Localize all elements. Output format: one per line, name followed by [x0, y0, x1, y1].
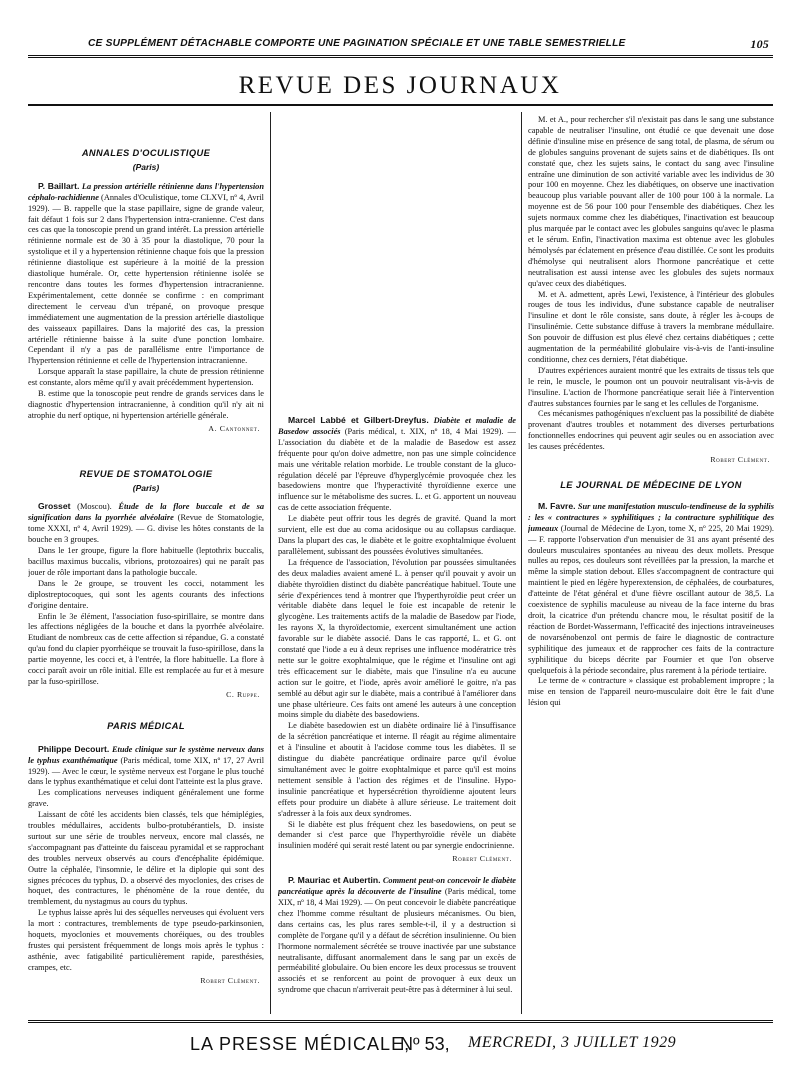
article-paragraph: [528, 501, 774, 677]
article-author: Philippe Decourt.: [38, 743, 110, 754]
column-separator-1: [270, 112, 271, 1014]
column-2: [278, 115, 516, 1018]
article-author: M. Favre.: [538, 500, 576, 511]
column-3: [528, 115, 774, 1018]
article-text: (Paris médical, t. XIX, nº 18, 4 Mai 1929). — L'association du diabète et de la maladie de Basedow est assez fréquente pour qu'on doive admettre, non pas une simple coïncidence mais une véritable relation morbide. Le trouble constant de la gluco-régulation décelé par l'épreuve d'hyperglycémie provoquée chez les basedowiens montre que l'hyperactivité thyroïdienne exerce une influence sur le métabolisme des sucres. L. et G. apportent un nouveau cas de cette association fréquente.: [278, 426, 516, 513]
signature: Robert Clément.: [710, 455, 770, 465]
section-heading: PARIS MÉDICAL: [107, 720, 185, 731]
top-rule-double: [28, 57, 773, 58]
article-paragraph: Enfin le 3e élément, l'association fuso-spirillaire, se montre dans les affections négligées de la bouche et dans la pyorrhée alvéolaire. Etudiant de nombreux cas de cette affection si répandue, G. a constaté qu'au fond du clapier pyorrhéique se trouvait la fuso-spirillose, dans la partie moyenne, les cocci et, à l'entrée, la flore habituelle. La flore à cocci paraît avoir un rôle initial. Elle est remplacée au fur et à mesure par la fuso-spirillose.: [28, 611, 264, 686]
section-heading: LE JOURNAL DE MÉDECINE DE LYON: [560, 480, 742, 490]
section-city: (Paris): [132, 482, 160, 493]
article-paragraph: Si le diabète est plus fréquent chez les basedowiens, on peut se demander si c'est parce que l'hyperthyroïdie révèle un diabète insulinien modéré qui serait resté latent ou par synergie endocrinienne.: [278, 819, 516, 851]
article-paragraph: D'autres expériences auraient montré que les extraits de tissus tels que le rein, le muscle, le poumon ont un pouvoir neutralisant vis-à-vis de l'insuline. L'action de l'hormone pancréatique serait liée à l'intervention d'autres substances fournies par le sang et les cellules de l'organisme.: [528, 365, 774, 408]
page-number: 105: [750, 37, 769, 51]
bottom-rule: [28, 1020, 773, 1021]
article-paragraph: [28, 744, 264, 789]
running-head: [28, 38, 773, 52]
article-author: Marcel Labbé et Gilbert-Dreyfus.: [288, 415, 429, 425]
column-1: [28, 108, 264, 1026]
article-paragraph: Les complications nerveuses indiquent généralement une forme grave.: [28, 788, 264, 809]
article-paragraph: [278, 875, 516, 996]
signature: A. Cantonnet.: [208, 423, 260, 433]
column-separator-2: [521, 112, 522, 1014]
article-paragraph: [28, 181, 264, 367]
section-city: (Paris): [132, 161, 160, 172]
article-paragraph: La fréquence de l'association, l'évolution par poussées simultanées des deux maladies avaient amené L. à penser qu'il pouvait y avoir un diabète thyroïdien distinct du diabète pancréatique habituel. Toute une série d'expériences tend à montrer que l'hyperthyroïdie peut créer un véritable diabète dans lequel le foie est incapable de retenir le glycogène. Les traitements actifs de la maladie de Basedow par l'iode, les rayons X, la thyroïdectomie, exercent simultanément une action favorable sur le diabète associé. Dans le cas rapporté, L. et G. ont constaté que l'iode a eu à deux reprises une influence modératrice très nette sur le goitre exophtalmique, que le régime et l'insuline ont agi très efficacement sur le diabète, mais que l'insuline n'a eu aucune action sur le goitre, et l'iode, après avoir amélioré le goitre, n'a pas semblé au début agir sur le diabète, mais a contribué à l'améliorer dans une phase ultérieure. Ces faits ont amené les auteurs à une conception moins simple du diabète des basedowiens.: [278, 557, 516, 720]
title-rule: [28, 104, 773, 106]
article-text: (Revue de Stomatologie, tome XXXI, nº 4, Avril 1929). — G. divise les hôtes constants de la bouche en 3 groupes.: [28, 513, 264, 545]
article-title: Étude de la flore buccale et de sa signification dans la pyorrhée alvéolaire: [28, 502, 264, 523]
article-title: Sur une manifestation musculo-tendineuse de la syphilis : les « contractures » syphilitiques ; la contracture syphilitique des jumeaux: [528, 501, 774, 533]
article-paragraph: M. et A. admettent, après Lewi, l'existence, à l'intérieur des globules rouges de tous les individus, d'une substance capable de neutraliser l'insuline et dont le rôle consiste, sans doute, à régler les à-coups de l'insulinémie. Cette substance diffuse à travers la membrane médullaire. Son pouvoir de diffusion est plus élevé chez certains diabétiques ; cette augmentation de la perméabilité globulaire vis-à-vis de l'anti-insuline conditionne, chez ces derniers, l'état diabétique.: [528, 289, 774, 364]
article-title: Etude clinique sur le système nerveux dans le typhus exanthématique: [28, 744, 264, 765]
article-paragraph: Le diabète peut offrir tous les degrés de gravité. Quand la mort survient, elle est due au coma acidosique ou au collapsus cardiaque. Dans la plupart des cas, le diabète et le goitre exophtalmique évoluent parallèlement, subissant des poussées évolutives simultanées.: [278, 514, 516, 556]
article-paragraph: Ces mécanismes pathogéniques n'excluent pas la possibilité de diabète provenant d'autres troubles et notamment des diverses perturbations fonctionnelles endocrines qui peuvent agir seules ou en association avec les causes précédentes.: [528, 409, 774, 452]
article-paragraph: [278, 415, 516, 514]
article-paragraph: B. estime que la tonoscopie peut rendre de grands services dans le diagnostic d'hypertension intracranienne, à condition qu'il n'y ait ni atrophie du nerf optique, ni hypertension artérielle générale.: [28, 389, 264, 420]
article-title: Comment peut-on concevoir le diabète pancréatique après la découverte de l'insuline: [278, 876, 516, 897]
article-author: Grosset: [38, 501, 71, 512]
footer-date: MERCREDI, 3 JUILLET 1929: [468, 1034, 677, 1051]
footer: [28, 1034, 773, 1056]
signature: Robert Clément.: [200, 975, 260, 985]
article-paragraph: M. et A., pour rechercher s'il n'existait pas dans le sang une substance capable de neutraliser l'insuline, ont étudié ce que devenait une dose définie d'insuline mise en présence de sang total, de plasma, de sérum ou de globules sanguins provenant de sujets sains et de diabétiques. Ils ont constaté que, chez les sujets sains, le contact du sang avec l'insuline entraîne une diminution de son activité variable avec les individus de 30 pour 100 en moyenne. Chez les diabétiques, on observe une inactivation beaucoup plus variable pouvant aller de 100 pour 100 à la normale. La moyenne est de 56 pour 100 pour l'ensemble des diabétiques. Chez les sujets normaux comme chez les diabétiques, l'inactivation est beaucoup plus marquée par le contact avec les globules sanguins qu'avec le plasma et le sérum. Enfin, l'inactivation maxima est obtenue avec les globules hémolysés par éclatement en présence d'eau distillée. Ce sont les produits d'hémolyse qui neutralisent alors l'hormone pancréatique et cette neutralisation est aussi intense avec les globules des sujets normaux qu'avec ceux des diabétiques.: [528, 115, 774, 288]
article-paragraph: Dans le 2e groupe, se trouvent les cocci, notamment les diplostreptocoques, qui sont les agents courants des infections d'origine dentaire.: [28, 578, 264, 610]
article-paragraph: [28, 501, 264, 546]
article-title: La pression artérielle rétinienne dans l'hypertension céphalo-rachidienne: [28, 181, 264, 202]
article-author: P. Baillart.: [38, 180, 80, 191]
article-text: (Paris médical, tome XIX, nº 18, 4 Mai 1929). — On peut concevoir le diabète pancréatique chez l'homme comme résultant de plusieurs mécanismes. Ou bien, dans certains cas, les plus rares semble-t-il, il y a destruction si complète de l'organe qu'il y a défaut de sécrétion insulinienne. Ou bien l'hormone normalement sécrétée se trouve inactivée par une substance neutralisante, diffusant anormalement dans le sang par un excès de perméabilité globulaire. Ou bien encore les deux processus se trouvent associés et se renforcent au point de provoquer à eux deux un syndrome que chacun n'arriverait peut-être pas à déterminer à lui seul.: [278, 887, 516, 995]
article-paragraph: Lorsque apparaît la stase papillaire, la chute de pression rétinienne est constante, alors même qu'il y avait précédemment hypertension.: [28, 367, 264, 388]
signature: Robert Clément.: [452, 854, 512, 864]
footer-issue: Nº 53,: [400, 1034, 450, 1054]
article-paragraph: Le typhus laisse après lui des séquelles nerveuses qui évoluent vers la mort : contractures, tremblements de type pseudo-parkinsonien, hoquets, myoclonies et mouvements choréiques, ou des troubles frustes qui persistent fréquemment de longs mois après le typhus : asthénie, avec fatigabilité particulièrement rapide, paresthésies, crampes, etc.: [28, 908, 264, 972]
page-title: REVUE DES JOURNAUX: [238, 72, 562, 99]
article-text: (Journal de Médecine de Lyon, tome X, nº 225, 20 Mai 1929). — F. rapporte l'observation d'un menuisier de 31 ans ayant présenté des douleurs musculaires spontanées au niveau des deux mollets. Presque nulles au repos, ces douleurs sont réveillées par la pression, la marche et même la simple station debout. Elles s'accompagnent de contracture qui maintient le pied en légère hyperextension, de céphalées, de courbatures, d'atteinte de l'état général et d'une fièvre oscillant autour de 38,5. La coexistence de syphilis maculeuse au niveau de la face interne du bras droit, la cicatrice d'un prétendu chancre mou, le résultat positif de la réaction de Bordet-Wassermann, l'efficacité des injections intraveineuses de novarsénobenzol ont permis de faire le diagnostic de contracture syphilitique des jumeaux et de rapprocher ces faits de la contracture syphilitique du biceps décrite par Fournier et que l'on observe quelquefois à la période secondaire, plus rarement à la période tertiaire.: [528, 523, 774, 675]
article-paragraph: Le diabète basedowien est un diabète ordinaire lié à l'insuffisance de la sécrétion pancréatique et interne. Il réagit au régime alimentaire et à l'insuline et aboutit à l'acidose comme tous les diabètes. Il se distingue du diabète pancréatique ordinaire parce qu'il évolue simultanément avec le goitre exophtalmique et parce qu'il est moins nettement sensible à l'action des régimes et de l'insuline. Hypo-insulinie pancréatique et hypersécrétion thyroïdienne ajoutent leurs effets pour produire un diabète à allure sérieuse. Le traitement doit s'adresser à la fois aux deux syndromes.: [278, 721, 516, 818]
article-text: (Annales d'Oculistique, tome CLXVI, nº 4, Avril 1929). — B. rappelle que la stase papillaire, signe de grande valeur, fait défaut 1 fois sur 2 dans l'hypertension intra-cranienne. C'est dans ces cas que la tonoscopie prend un grand intérêt. La pression artérielle rétinienne normale est de 30 à 35 pour la diastolique, 70 pour la systolique et il y a hypertension rétinienne chaque fois que la pression rétinienne diastolique est supérieure à la moitié de la pression diastolique humérale. Or, cette hypertension rétinienne isolée se rencontre dans toutes les formes d'hypertension intracranienne. Expérimentalement, cette donnée se confirme : en comprimant directement le cerveau d'un trépané, on provoque presque immédiatement une augmentation de la pression artérielle diastolique des vaisseaux papillaires. Dans la majorité des cas, la pression artérielle rétinienne baisse à la suite d'une ponction lombaire. Cependant il n'y a pas de parallélisme entre l'importance de l'hypertension rétinienne et celle de l'hypertension intracranienne.: [28, 192, 264, 366]
bottom-rule-double: [28, 1022, 773, 1023]
article-paragraph: Laissant de côté les accidents bien classés, tels que hémiplégies, troubles médullaires, accidents bulbo-protubérantiels, D. insiste surtout sur une série de troubles nerveux, encore mal classés, ne s'accompagnant pas d'atteinte du faisceau pyramidal et se rapprochant des troubles nerveux observés au cours d'encéphalite épidémique. Outre la céphalée, l'insomnie, le délire et la diplopie qui sont des signes précoces du typhus, D. a observé des myoclonies, des crises de hoquet, des contractures, le phénomène de la roue dentée, du tremblement, du nystagmus au cours du typhus.: [28, 810, 264, 907]
section-heading: REVUE DE STOMATOLOGIE: [79, 468, 213, 479]
signature: C. Ruppe.: [226, 689, 260, 699]
running-head-text: CE SUPPLÉMENT DÉTACHABLE COMPORTE UNE PAGINATION SPÉCIALE ET UNE TABLE SEMESTRIELLE: [88, 38, 626, 49]
article-title: Diabète et maladie de Basedow associés: [278, 416, 516, 436]
top-rule: [28, 55, 773, 56]
article-place: (Moscou).: [70, 502, 112, 512]
footer-journal: LA PRESSE MÉDICALE,: [190, 1034, 411, 1054]
article-paragraph: Dans le 1er groupe, figure la flore habituelle (leptothrix buccalis, bacillus maximus buccalis, vibrions, protozoaires) qui ne paraît pas jouer de rôle important dans la pathologie buccale.: [28, 546, 264, 577]
article-paragraph: Le terme de « contracture » classique est probablement impropre ; la mise en tension de l'appareil neuro-musculaire doit être le fait d'une lésion qui: [528, 676, 774, 708]
section-heading: ANNALES D'OCULISTIQUE: [81, 148, 211, 158]
article-text: (Paris médical, tome XIX, nº 17, 27 Avril 1929). — Avec le cœur, le système nerveux est l'organe le plus touché dans le typhus exanthématique et celui dont l'atteinte est la plus grave.: [28, 755, 264, 787]
article-author: P. Mauriac et Aubertin.: [288, 875, 381, 886]
